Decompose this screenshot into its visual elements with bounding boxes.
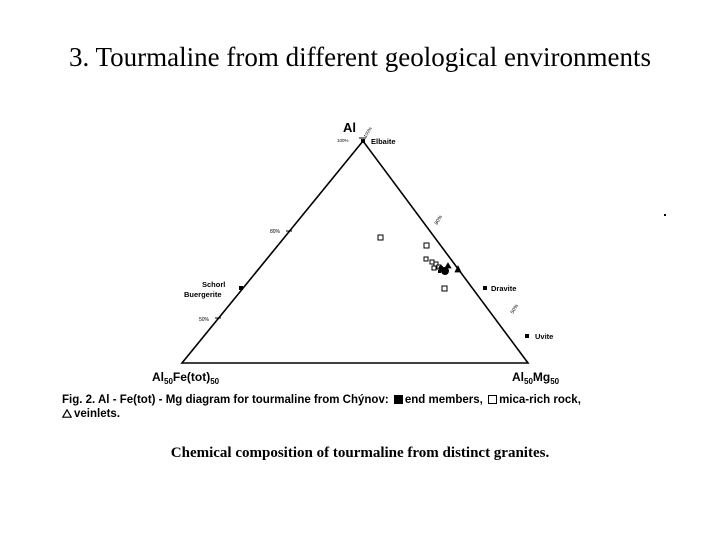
end-member-marker-elbaite [361,139,365,143]
edge-tick-label-right-lower: 50% [509,303,521,316]
end-member-marker-uvite [525,334,529,338]
legend-end-members-label: end members, [404,394,483,406]
data-point-open-square [378,235,383,240]
edge-tick-label-right-upper: 80% [433,214,445,227]
legend-triangle-icon [62,409,72,418]
end-member-label-uvite: Uvite [535,332,554,341]
edge-tick-label-top: 100% [337,138,349,143]
end-member-label-elbaite: Elbaite [371,137,396,146]
legend-open-square-icon [488,395,497,404]
figure-caption-line1 [62,394,682,406]
data-point-filled [439,266,444,271]
apex-top-label: Al [343,120,356,135]
apex-bottom-right-label: $Al_{50}Mg_{50}$ [512,370,560,386]
data-point-open-square [424,257,428,261]
figure-caption-text: Fig. 2. Al - Fe(tot) - Mg diagram for tourmaline from Chýnov: [62,394,389,406]
apex-bottom-left-label: $Al_{50}Fe(tot)_{50}$ [152,370,220,386]
edge-tick-label-left-lower: 50% [199,317,210,323]
edge-tick-label-top-right: 100% [362,126,373,139]
figure-caption-line2 [62,408,682,420]
end-member-marker-schorl [239,286,243,290]
legend-mica-rich-rock-label: mica-rich rock, [499,394,581,406]
series-mica-rich-rock [378,235,447,291]
end-member-label-buergerite: Buergerite [184,290,222,299]
legend-veinlets-label: veinlets. [74,408,121,420]
data-point-triangle [445,263,451,268]
data-point-open-square [424,243,429,248]
end-member-label-schorl: Schorl [202,280,226,289]
ternary-triangle [182,141,528,363]
data-point-open-square [432,266,436,270]
end-member-marker-dravite [483,286,487,290]
data-point-filled-square [438,270,441,273]
data-point-open-square [442,286,447,291]
end-member-label-dravite: Dravite [491,284,517,293]
slide-title: 3. Tourmaline from different geological environments [69,42,651,72]
legend-filled-square-icon [394,395,403,404]
edge-tick-label-left-upper: 80% [270,229,281,235]
slide-subtitle: Chemical composition of tourmaline from distinct granites. [170,445,550,461]
scan-speck [664,214,666,216]
data-point-open-square [430,260,434,264]
